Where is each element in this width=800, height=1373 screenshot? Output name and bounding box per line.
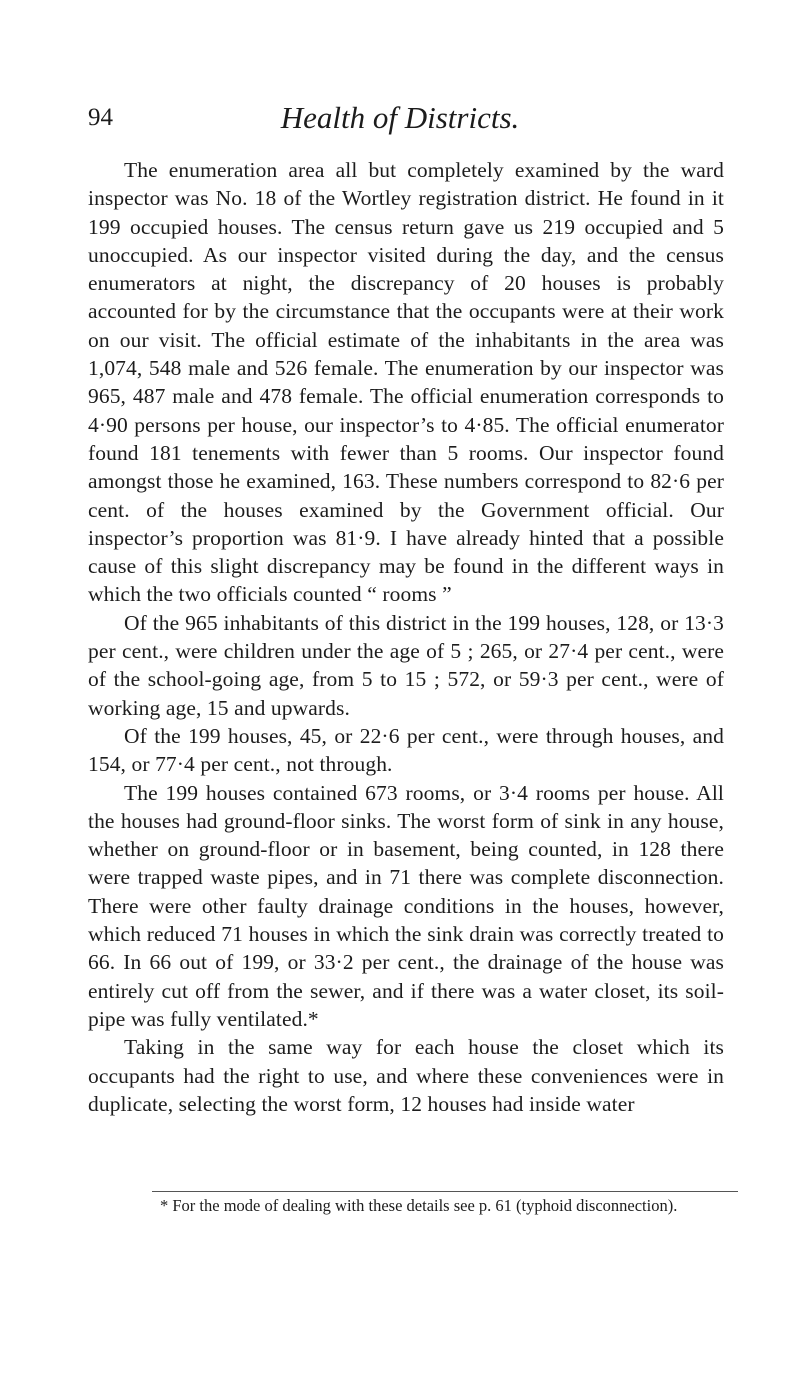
page-header bbox=[80, 100, 720, 140]
paragraph-through-houses: Of the 199 houses, 45, or 22·6 per cent., were through houses, and 154, or 77·4 per cent., not through. bbox=[88, 723, 724, 777]
footnote: * For the mode of dealing with these details see p. 61 (typhoid disconnection). bbox=[160, 1196, 678, 1215]
body-text bbox=[88, 156, 724, 1118]
page-number: 94 bbox=[88, 104, 113, 131]
paragraph-rooms-sinks: The 199 houses contained 673 rooms, or 3·4 rooms per house. All the houses had ground-floor sinks. The worst form of sink in any house, whether on ground-floor or in basement, being counted, in 128 there were trapped waste pipes, and in 71 there was complete disconnection. There were other faulty drainage conditions in the houses, however, which reduced 71 houses in which the sink drain was correctly treated to 66. In 66 out of 199, or 33·2 per cent., the drainage of the house was entirely cut off from the sewer, and if there was a water closet, its soil-pipe was fully ventilated.* bbox=[88, 780, 724, 1031]
running-title: Health of Districts. bbox=[280, 100, 520, 135]
footnote-divider bbox=[152, 1191, 738, 1192]
paragraph-closets: Taking in the same way for each house the closet which its occupants had the right to use, and where these conveniences were in duplicate, selecting the worst form, 12 houses had inside water bbox=[88, 1035, 724, 1116]
paragraph-inhabitants: Of the 965 inhabitants of this district in the 199 houses, 128, or 13·3 per cent., were children under the age of 5 ; 265, or 27·4 per cent., were of the school-going age, from 5 to 15 ; 572, or 59·3 per cent., were of working age, 15 and upwards. bbox=[88, 610, 724, 720]
paragraph-enumeration: The enumeration area all but completely examined by the ward inspector was No. 18 of the Wortley registration district. He found in it 199 occupied houses. The census return gave us 219 occupied and 5 unoccupied. As our inspector visited during the day, and the census enumerators at night, the discrepancy of 20 houses is probably accounted for by the circumstance that the occupants were at their work on our visit. The official estimate of the inhabitants in the area was 1,074, 548 male and 526 female. The enumeration by our inspector was 965, 487 male and 478 female. The official enumeration corresponds to 4·90 persons per house, our inspector’s to 4·85. The official enumerator found 181 tenements with fewer than 5 rooms. Our inspector found amongst those he examined, 163. These numbers correspond to 82·6 per cent. of the houses examined by the Government official. Our inspector’s proportion was 81·9. I have already hinted that a possible cause of this slight discrepancy may be found in the different ways in which the two officials counted “ rooms ” bbox=[88, 158, 724, 607]
